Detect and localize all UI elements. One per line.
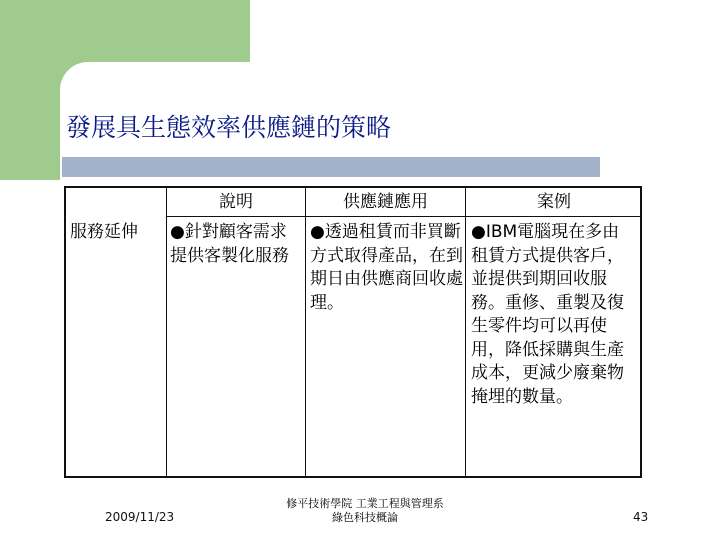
footer-page-number: 43 (633, 510, 649, 524)
header-description: 說明 (219, 192, 253, 212)
cell-example: ●IBM電腦現在多由租賃方式提供客戶，並提供到期回收服務。重修、重製及復生零件均可以再使用，降低採購與生產成本，更減少廢棄物掩埋的數量。 (471, 222, 624, 407)
footer-date: 2009/11/23 (105, 510, 175, 524)
title-underline-bar (62, 157, 600, 177)
header-example: 案例 (537, 192, 571, 212)
row-label: 服務延伸 (70, 222, 138, 242)
table-divider-3 (465, 186, 466, 478)
table-divider-1 (166, 186, 167, 478)
footer-org-line2: 綠色科技概論 (332, 511, 398, 524)
table-divider-2 (305, 186, 306, 478)
cell-description: ●針對顧客需求提供客製化服務 (170, 222, 289, 266)
footer-org-line1: 修平技術學院 工業工程與管理系 (286, 497, 444, 510)
cell-supply-chain: ●透過租賃而非買斷方式取得產品，在到期日由供應商回收處理。 (310, 222, 463, 313)
table-header-divider (166, 216, 642, 217)
header-supply-chain: 供應鏈應用 (343, 192, 428, 212)
slide-title: 發展具生態效率供應鏈的策略 (66, 113, 392, 142)
footer-organization (250, 497, 480, 525)
